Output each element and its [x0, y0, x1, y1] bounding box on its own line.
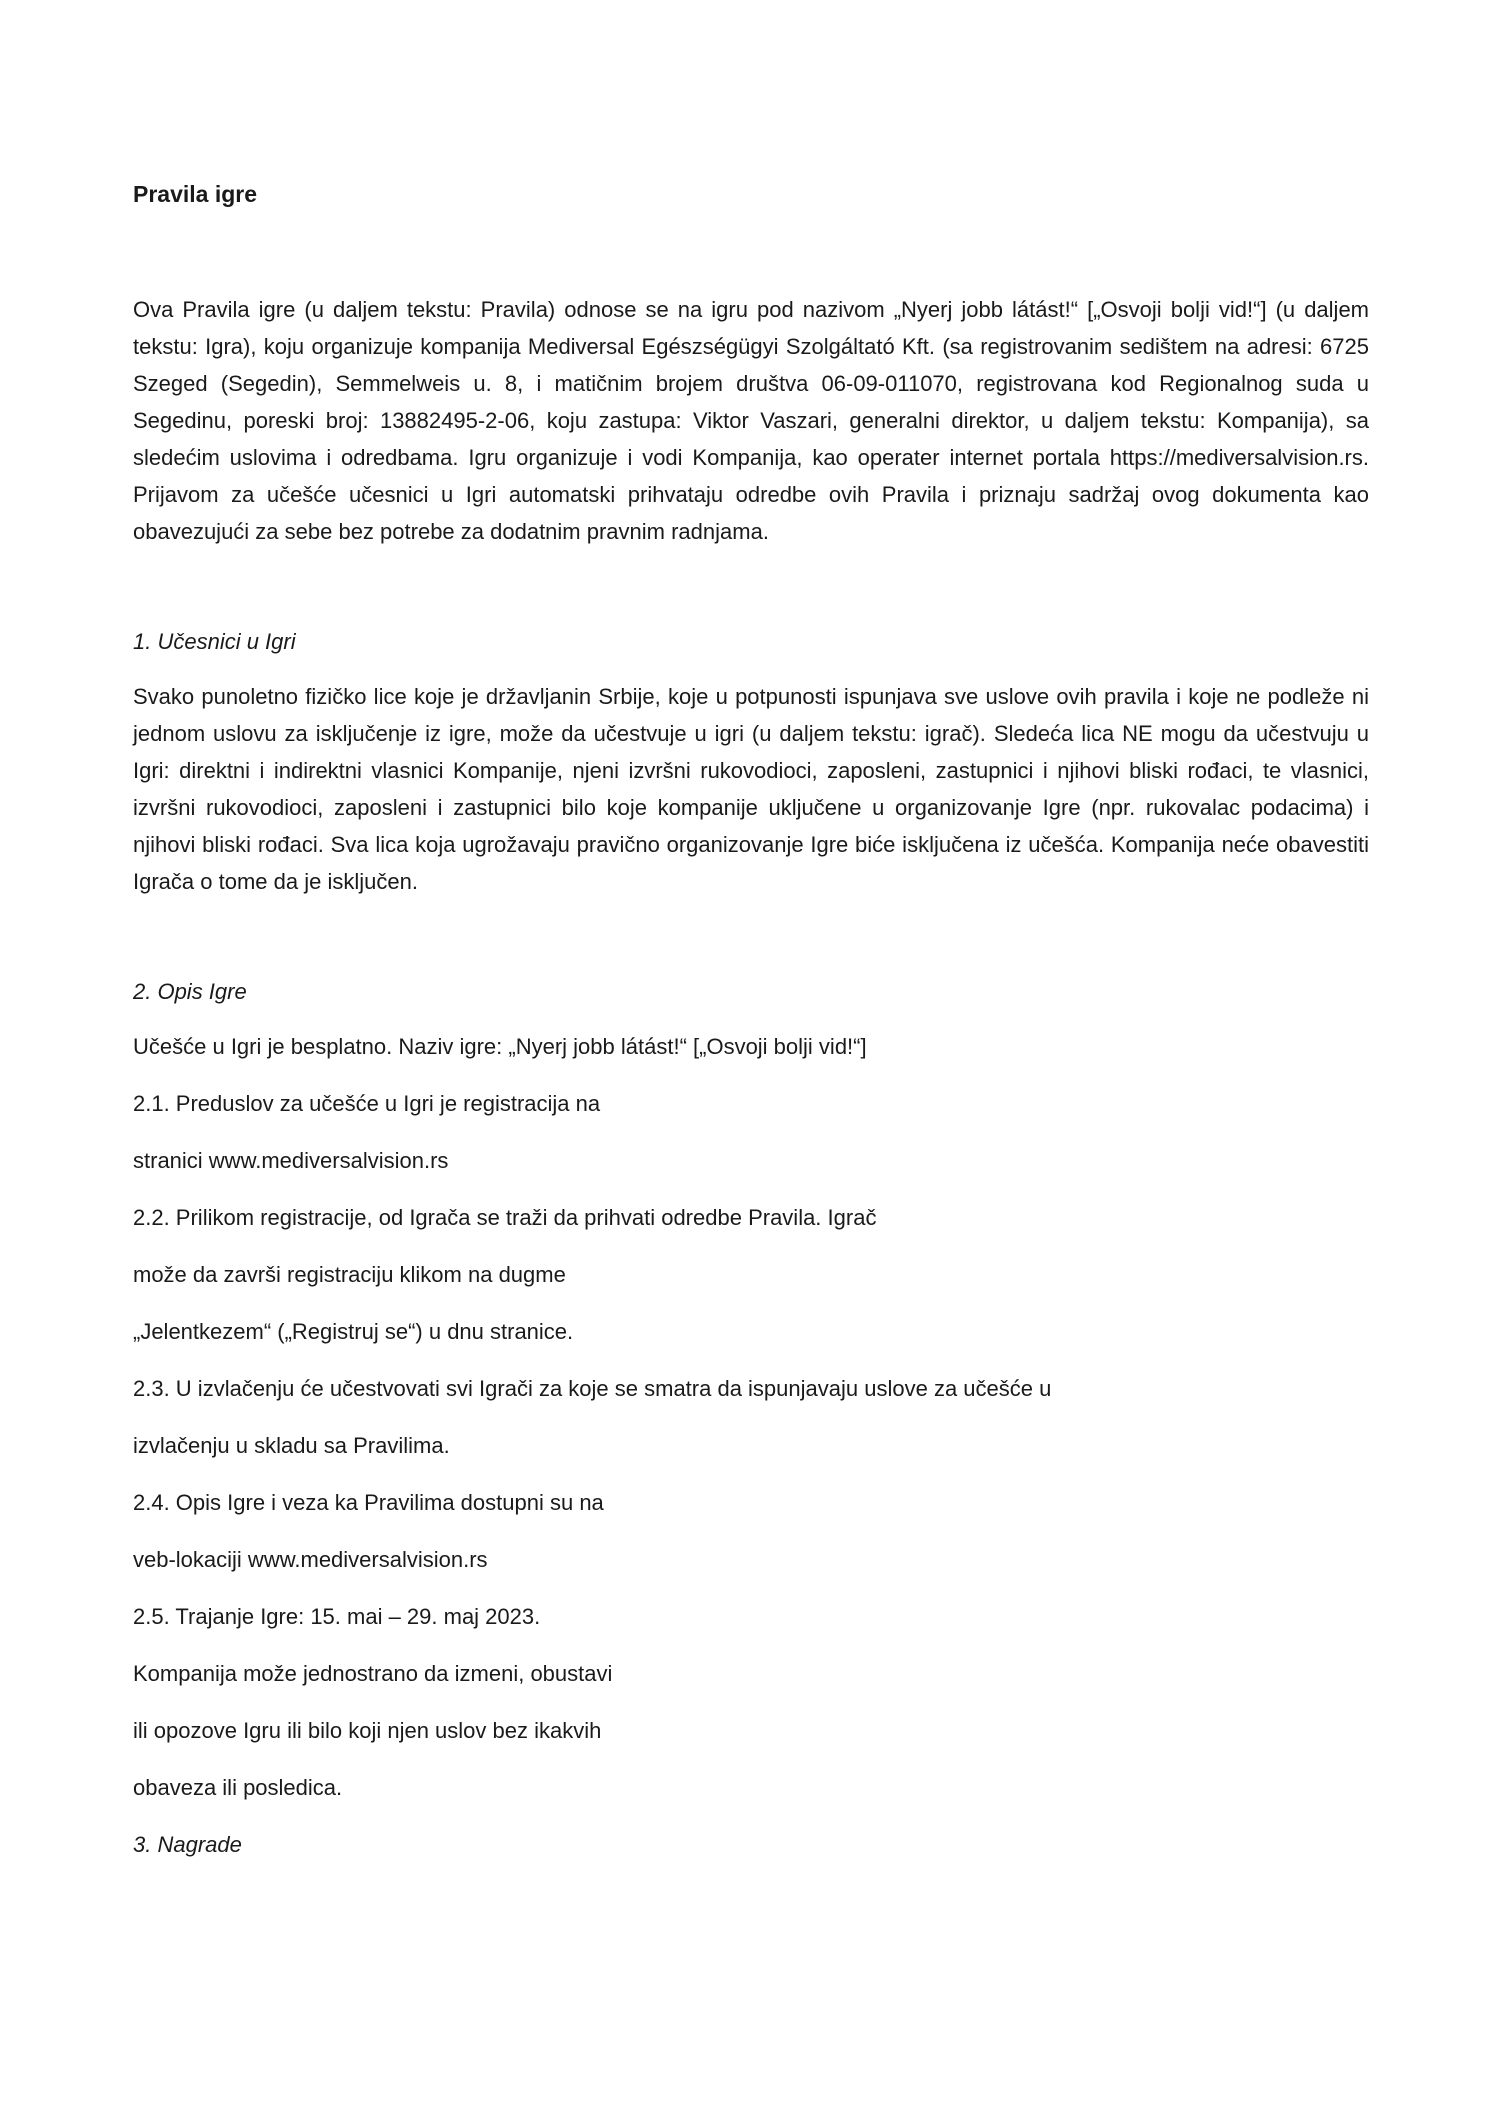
section-2-line-7: izvlačenju u skladu sa Pravilima. [133, 1433, 450, 1458]
section-3-heading: 3. Nagrade [133, 1832, 242, 1857]
section-2-line-0: Učešće u Igri je besplatno. Naziv igre: „Nyerj jobb látást!“ [„Osvoji bolji vid!“] [133, 1034, 867, 1059]
section-2-line-1: 2.1. Preduslov za učešće u Igri je registracija na [133, 1091, 601, 1116]
section-2-line-10: 2.5. Trajanje Igre: 15. mai – 29. maj 2023. [133, 1604, 541, 1629]
section-2-line-9: veb-lokaciji www.mediversalvision.rs [133, 1547, 488, 1572]
intro-paragraph: Ova Pravila igre (u daljem tekstu: Pravila) odnose se na igru pod nazivom „Nyerj jobb látást!“ [„Osvoji bolji vid!“] (u daljem tekstu: Igra), koju organizuje kompanija Mediversal Egészségügyi Szolgáltató Kft. (sa registrovanim sedištem na adresi: 6725 Szeged (Segedin), Semmelweis u. 8, i matičnim brojem društva 06-09-011070, registrovana kod Regionalnog suda u Segedinu, poreski broj: 13882495-2-06, koju zastupa: Viktor Vaszari, generalni direktor, u daljem tekstu: Kompanija), sa sledećim uslovima i odredbama. Igru organizuje i vodi Kompanija, kao operater internet portala https://mediversalvision.rs. Prijavom za učešće učesnici u Igri automatski prihvataju odredbe ovih Pravila i priznaju sadržaj ovog dokumenta kao obavezujući za sebe bez potrebe za dodatnim pravnim radnjama. [133, 297, 1369, 544]
section-2-heading: 2. Opis Igre [133, 979, 247, 1004]
section-2-line-2: stranici www.mediversalvision.rs [133, 1148, 449, 1173]
section-1-paragraph: Svako punoletno fizičko lice koje je državljanin Srbije, koje u potpunosti ispunjava sve uslove ovih pravila i koje ne podleže ni jednom uslovu za isključenje iz igre, može da učestvuje u igri (u daljem tekstu: igrač). Sledeća lica NE mogu da učestvuju u Igri: direktni i indirektni vlasnici Kompanije, njeni izvršni rukovodioci, zaposleni, zastupnici i njihovi bliski rođaci, te vlasnici, izvršni rukovodioci, zaposleni i zastupnici bilo koje kompanije uključene u organizovanje Igre (npr. rukovalac podacima) i njihovi bliski rođaci. Sva lica koja ugrožavaju pravično organizovanje Igre biće isključena iz učešća. Kompanija neće obavestiti Igrača o tome da je isključen. [133, 684, 1369, 894]
section-2-line-11: Kompanija može jednostrano da izmeni, obustavi [133, 1661, 613, 1686]
section-1-heading: 1. Učesnici u Igri [133, 629, 296, 654]
section-2-line-4: može da završi registraciju klikom na dugme [133, 1262, 566, 1287]
section-2-line-6: 2.3. U izvlačenju će učestvovati svi Igrači za koje se smatra da ispunjavaju uslove za učešće u [133, 1376, 1052, 1401]
document-title: Pravila igre [133, 181, 258, 207]
section-2-line-12: ili opozove Igru ili bilo koji njen uslov bez ikakvih [133, 1718, 602, 1743]
section-2-line-5: „Jelentkezem“ („Registruj se“) u dnu stranice. [133, 1319, 574, 1344]
section-2-line-13: obaveza ili posledica. [133, 1775, 343, 1800]
section-2-line-8: 2.4. Opis Igre i veza ka Pravilima dostupni su na [133, 1490, 604, 1515]
section-2-line-3: 2.2. Prilikom registracije, od Igrača se traži da prihvati odredbe Pravila. Igrač [133, 1205, 877, 1230]
